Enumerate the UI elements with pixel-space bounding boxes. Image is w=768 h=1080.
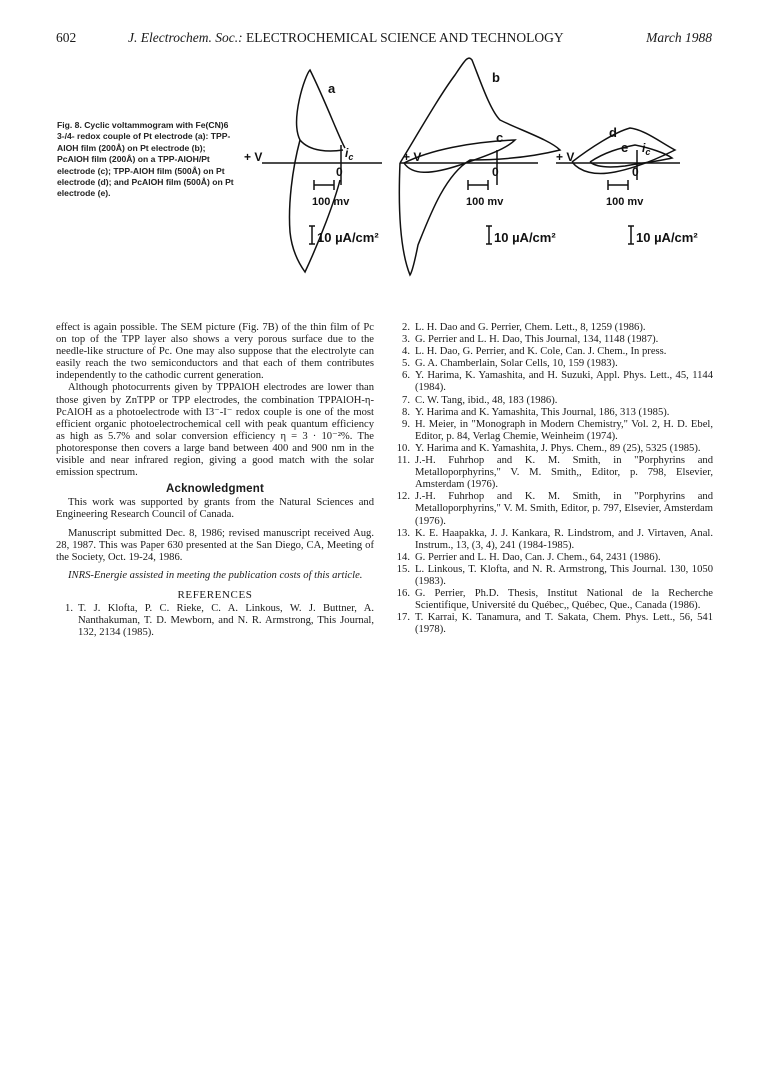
references-heading: REFERENCES [177,588,253,601]
reference-item [393,491,713,527]
reference-item [393,455,713,491]
reference-text: L. H. Dao and G. Perrier, Chem. Lett., 8, 1259 (1986). [415,322,646,333]
body-paragraph-2: Although photocurrents given by TPPAlOH electrodes are lower than those given by ZnTPP or TPP electrodes, the combination TPPAlOH-η-PcAlOH as a photoelectrode with I3⁻-I⁻ redox couple is one of the most efficient organic photoelectrochemical cell with peak quantum efficiency as high as 5.7% and solar conversion efficiency η = 3 · 10⁻²%. The photoresponse then covers a large band between 400 and 900 nm in the visible and near infrared region, giving a good match with the solar emission spectrum. [56,382,374,479]
reference-item [393,612,713,636]
voltage-scale-label-1: 100 mv [312,196,350,208]
reference-item [393,443,713,455]
reference-text: G. Perrier and L. H. Dao, This Journal, 134, 1148 (1987). [415,334,659,346]
acknowledgment-heading: Acknowledgment [165,483,264,496]
potential-sign-3: + V [556,150,575,164]
reference-number: 10. [396,442,410,454]
reference-item [393,322,713,334]
voltage-scale-label-3: 100 mv [606,196,644,208]
reference-item [393,407,713,419]
label-e: e [621,140,629,155]
reference-number: 13. [396,527,410,539]
current-scale-bar-2 [486,226,492,244]
current-scale-label-3: 10 µA/cm² [636,230,698,245]
left-column [56,322,374,639]
reference-item [393,358,713,370]
reference-item [393,564,713,588]
page-number: 602 [56,30,77,45]
current-label-1: $i_c$ [345,146,354,162]
publication-costs-note: INRS-Energie assisted in meeting the publication costs of this article. [68,569,363,581]
zero-label-1: 0 [336,165,343,179]
reference-number: 6. [402,370,410,382]
reference-text: T. J. Klofta, P. C. Rieke, C. A. Linkous, W. J. Buttner, A. Nanthakuman, T. D. Mewborn, and N. R. Armstrong, This Journal, 132, 2134 (1985). [78,602,374,639]
current-scale-bar-1 [309,226,315,244]
reference-item [393,419,713,443]
current-scale-label-1: 10 µA/cm² [317,230,379,245]
reference-number: 5. [402,358,410,370]
figure-caption: Fig. 8. Cyclic voltammogram with Fe(CN)6 3-/4- redox couple of Pt electrode (a): TPP-AlOH film (200Å) on Pt electrode (b); PcAlOH film (200Å) on a TPP-AlOH/Pt electrode (c); TPP-AlOH film (500Å) on Pt electrode (d); and PcAlOH film (500Å) on Pt electrode (e). [57,120,234,199]
reference-item [393,370,713,394]
voltage-scale-label-2: 100 mv [466,196,504,208]
reference-number: 8. [402,406,410,418]
reference-number: 2. [402,322,410,333]
reference-number: 16. [396,588,410,600]
zero-label-3: 0 [632,165,639,179]
acknowledgment-text: This work was supported by grants from the Natural Sciences and Engineering Research Council of Canada. [56,497,374,521]
reference-item [393,346,713,358]
reference-number: 15. [396,563,410,575]
reference-text: T. Karrai, K. Tanamura, and T. Sakata, Chem. Phys. Lett., 56, 541 (1978). [415,612,713,636]
reference-item [393,334,713,346]
reference-text: J.-H. Fuhrhop and K. M. Smith, in "Porphyrins and Metalloporphyrins," V. M. Smith, Editor, p. 797, Elsevier, Amsterdam (1976). [415,491,713,527]
voltage-scale-bar-1 [314,180,334,190]
reference-text: G. Perrier, Ph.D. Thesis, Institut National de la Recherche Scientifique, Université du Québec,, Québec, Que., Canada (1986). [415,588,713,612]
reference-item [393,395,713,407]
reference-text: H. Meier, in "Monograph in Modern Chemistry," Vol. 2, H. D. Ebel, Editor, p. 84, Verlag Chemie, Weinheim (1974). [415,418,713,442]
voltage-scale-bar-3 [608,180,628,190]
reference-text: C. W. Tang, ibid., 48, 183 (1986). [415,394,558,406]
reference-item [393,552,713,564]
label-a: a [328,81,336,96]
zero-label-2: 0 [492,165,499,179]
reference-text: Y. Harima and K. Yamashita, J. Phys. Chem., 89 (25), 5325 (1985). [415,442,701,454]
current-scale-label-2: 10 µA/cm² [494,230,556,245]
potential-sign-2: + V [403,150,422,164]
reference-text: K. E. Haapakka, J. J. Kankara, R. Lindstrom, and J. Virtaven, Anal. Instrum., 13, (3, 4), 241 (1984-1985). [415,527,713,551]
reference-number: 12. [396,491,410,503]
reference-number: 14. [396,551,410,563]
cyclic-voltammogram-figure [0,0,768,300]
body-paragraph-1: effect is again possible. The SEM picture (Fig. 7B) of the thin film of Pc on top of the TPP layer also shows a very porous surface due to the needle-like structure of Pc. One may also suppose that the electrolyte can easily reach the two semiconductors and that each of them contributes independently to the cathodic current generation. [56,322,374,382]
reference-number: 3. [402,334,410,346]
current-label-3: $i_c$ [642,141,651,157]
voltage-scale-bar-2 [468,180,488,190]
reference-number: 7. [402,394,410,406]
current-scale-bar-3 [628,226,634,244]
reference-number: 1. [65,602,73,614]
reference-text: J.-H. Fuhrhop and K. M. Smith, in "Porphyrins and Metalloporphyrins," V. M. Smith,, Editor, p. 798, Elsevier, Amsterdam (1976). [415,455,713,491]
reference-number: 17. [396,612,410,624]
reference-number: 9. [402,418,410,430]
right-column [393,322,713,636]
reference-number: 4. [402,346,410,358]
label-d: d [609,125,617,140]
reference-item [56,603,374,639]
reference-number: 11. [397,455,410,467]
journal-abbrev: J. Electrochem. Soc.: [128,30,243,45]
issue-date: March 1988 [646,30,712,45]
reference-text: Y. Harima and K. Yamashita, This Journal, 186, 313 (1985). [415,406,670,418]
reference-item [393,588,713,612]
label-c: c [496,130,504,145]
manuscript-note: Manuscript submitted Dec. 8, 1986; revised manuscript received Aug. 28, 1987. This was Paper 630 presented at the San Diego, CA, Meeting of the Society, Oct. 19-24, 1986. [56,527,374,563]
reference-text: Y. Harima, K. Yamashita, and H. Suzuki, Appl. Phys. Lett., 45, 1144 (1984). [415,370,713,394]
reference-text: G. Perrier and L. H. Dao, Can. J. Chem., 64, 2431 (1986). [415,551,661,563]
reference-text: L. H. Dao, G. Perrier, and K. Cole, Can. J. Chem., In press. [415,346,667,358]
reference-text: G. A. Chamberlain, Solar Cells, 10, 159 (1983). [415,358,618,370]
reference-text: L. Linkous, T. Klofta, and N. R. Armstrong, This Journal. 130, 1050 (1983). [415,563,713,587]
reference-item [393,528,713,552]
label-b: b [492,70,500,85]
journal-section: ELECTROCHEMICAL SCIENCE AND TECHNOLOGY [245,30,564,45]
potential-sign-1: + V [244,150,263,164]
